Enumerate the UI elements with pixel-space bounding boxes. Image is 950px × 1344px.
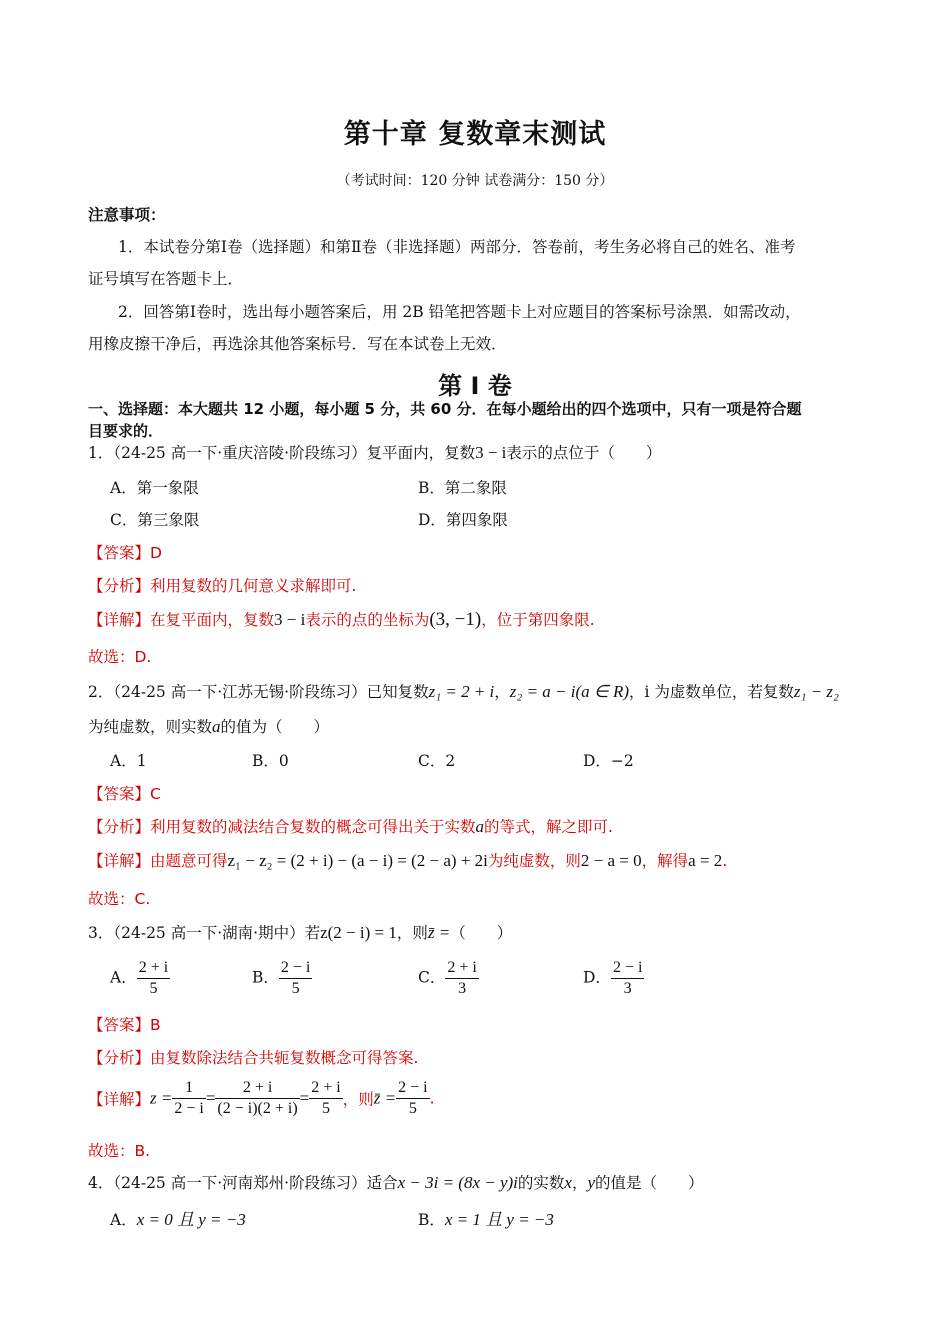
q1-answer: 【答案】D: [88, 544, 162, 562]
q3-option-b-label: B．: [252, 968, 279, 987]
notes-item2-line1: 2．回答第Ⅰ卷时，选出每小题答案后，用 2B 铅笔把答题卡上对应题目的答案标号涂黑．如需改动，: [118, 303, 801, 321]
q2-analysis: [88, 815, 613, 837]
q1-detail: [88, 608, 595, 631]
q2-stem-prefix: 2．（24-25 高一下·江苏无锡·阶段练习）已知复数: [88, 683, 429, 701]
notes-item1-line2: 证号填写在答题卡上．: [88, 270, 244, 288]
q4-option-a[interactable]: [110, 1205, 246, 1230]
q1-analysis: 【分析】利用复数的几何意义求解即可.: [88, 577, 357, 595]
q3-option-d-label: D．: [583, 968, 611, 987]
q4-stem: [88, 1171, 704, 1193]
q1-detail-suffix: ，位于第四象限.: [481, 611, 595, 629]
notes-item1-line1: 1．本试卷分第Ⅰ卷（选择题）和第Ⅱ卷（非选择题）两部分．答卷前，考生务必将自己的姓名、准考: [118, 238, 796, 256]
q2-detail: [88, 849, 727, 871]
q4-stem-math1: x − 3i = (8x − y)i: [397, 1173, 518, 1192]
q4-option-a-label: A．: [110, 1211, 137, 1229]
q2-stem-line1: [88, 680, 839, 702]
section-title: 第 I 卷: [438, 372, 512, 400]
q2-option-d[interactable]: D．−2: [583, 752, 634, 770]
q3-stem-math2: z̄ =: [427, 923, 451, 942]
q2-stem-line2-math: a: [212, 717, 221, 736]
notes-heading: 注意事项：: [88, 206, 166, 224]
q3-detail-mid: ，则: [342, 1090, 374, 1109]
q4-option-a-math: x = 0 且 y = −3: [136, 1210, 246, 1229]
q4-stem-math3: y: [587, 1173, 596, 1192]
q3-option-a-label: A．: [110, 968, 137, 987]
q1-stem-math: 3 − i: [475, 443, 507, 462]
q3-detail-eq1: =: [205, 1088, 216, 1108]
q3-detail-frac4: [396, 1078, 429, 1119]
q3-detail-zbar: z̄ =: [373, 1088, 397, 1108]
q3-option-d-num: 2 − i: [611, 958, 644, 979]
q3-detail-frac1: [172, 1078, 205, 1119]
q1-option-d[interactable]: D．第四象限: [418, 511, 508, 529]
q2-stem-line2: [88, 715, 329, 737]
section-instruction-line2: 目要求的．: [88, 422, 164, 440]
q3-stem-suffix: （ ）: [450, 924, 513, 942]
q2-detail-math3: a = 2: [688, 851, 723, 870]
q1-option-b[interactable]: B．第二象限: [418, 479, 507, 497]
q1-option-a[interactable]: A．第一象限: [110, 479, 199, 497]
q3-option-b-den: 5: [291, 980, 300, 997]
q2-detail-mid1: 为纯虚数，则: [487, 852, 581, 870]
q1-detail-prefix: 【详解】在复平面内，复数: [88, 611, 275, 629]
q1-detail-math1: 3 − i: [274, 610, 306, 629]
q4-stem-math2: x: [564, 1173, 572, 1192]
q3-analysis: 【分析】由复数除法结合共轭复数概念可得答案.: [88, 1049, 419, 1067]
section-instruction-line1: 一、选择题：本大题共 12 小题，每小题 5 分，共 60 分．在每小题给出的四个选项中，只有一项是符合题: [88, 400, 802, 418]
q3-option-d-fraction: [611, 958, 644, 999]
q4-option-b-label: B．: [418, 1211, 445, 1229]
q3-detail-frac3-num: 2 + i: [309, 1078, 342, 1099]
q2-stem-line2-prefix: 为纯虚数，则实数: [88, 718, 213, 736]
q3-option-b[interactable]: [252, 958, 312, 999]
q1-detail-math2: (3, −1): [429, 609, 482, 630]
q3-detail-frac3: [309, 1078, 342, 1119]
q2-detail-math1: z₁ − z₂ = (2 + i) − (a − i) = (2 − a) + 2i: [227, 851, 488, 870]
q3-option-c-label: C．: [418, 968, 446, 987]
q2-detail-suffix: .: [722, 852, 728, 870]
q2-stem-line2-suffix: 的值为（ ）: [220, 718, 330, 736]
q3-option-a-num: 2 + i: [137, 958, 170, 979]
q3-detail-frac3-den: 5: [322, 1100, 330, 1117]
q3-detail-frac1-num: 1: [172, 1078, 205, 1099]
q3-detail-frac2-den: (2 − i)(2 + i): [217, 1100, 298, 1117]
q2-option-c[interactable]: C．2: [418, 752, 456, 770]
q3-conclusion: 故选：B.: [88, 1142, 151, 1160]
q3-option-c[interactable]: [418, 958, 479, 999]
q1-conclusion: 故选：D.: [88, 648, 152, 666]
q2-analysis-suffix: 的等式，解之即可.: [484, 818, 613, 836]
q3-option-a[interactable]: [110, 958, 170, 999]
q3-option-c-num: 2 + i: [445, 958, 478, 979]
q2-analysis-prefix: 【分析】利用复数的减法结合复数的概念可得出关于实数: [88, 818, 476, 836]
q3-option-d[interactable]: [583, 958, 644, 999]
q3-detail-frac2-num: 2 + i: [215, 1078, 299, 1099]
q2-analysis-math: a: [475, 817, 485, 836]
q3-detail: [88, 1078, 435, 1119]
q1-stem: [88, 441, 661, 463]
q2-stem-math1: z₁ = 2 + i: [428, 682, 495, 701]
q4-stem-sep: ，: [571, 1174, 588, 1192]
q3-stem: [88, 921, 512, 943]
q3-option-d-den: 3: [623, 980, 632, 997]
q3-detail-eq2: =: [299, 1088, 310, 1108]
q3-option-c-den: 3: [458, 980, 467, 997]
q4-stem-mid: 的实数: [517, 1174, 565, 1192]
q3-option-b-fraction: [279, 958, 312, 999]
exam-subtitle: （考试时间：120 分钟 试卷满分：150 分）: [336, 173, 614, 189]
q4-stem-prefix: 4．（24-25 高一下·河南郑州·阶段练习）适合: [88, 1174, 398, 1192]
q3-detail-z: z =: [150, 1088, 173, 1108]
q2-conclusion: 故选：C.: [88, 890, 151, 908]
page-title: 第十章 复数章末测试: [343, 119, 607, 150]
q2-stem-math2: z₂ = a − i(a ∈ R): [509, 682, 630, 701]
q3-answer: 【答案】B: [88, 1016, 161, 1034]
q1-stem-suffix: 表示的点位于（ ）: [506, 444, 662, 462]
q1-detail-mid: 表示的点的坐标为: [305, 611, 430, 629]
q2-stem-mid: ，i 为虚数单位，若复数: [629, 683, 794, 701]
q2-detail-math2: 2 − a = 0: [580, 851, 642, 870]
q2-stem-math3: z₁ − z₂: [793, 682, 839, 701]
notes-item2-line2: 用橡皮擦干净后，再选涂其他答案标号．写在本试卷上无效．: [88, 335, 507, 353]
q2-detail-prefix: 【详解】由题意可得: [88, 852, 228, 870]
q3-option-b-num: 2 − i: [279, 958, 312, 979]
q4-stem-suffix: 的值是（ ）: [595, 1174, 704, 1192]
q1-option-c[interactable]: C．第三象限: [110, 511, 200, 529]
q4-option-b-math: x = 1 且 y = −3: [444, 1210, 554, 1229]
q3-detail-frac4-num: 2 − i: [396, 1078, 429, 1099]
q3-stem-mid: ，则: [396, 924, 428, 942]
q2-detail-mid2: ，解得: [641, 852, 689, 870]
q3-option-c-fraction: [445, 958, 478, 999]
q3-option-a-den: 5: [149, 980, 158, 997]
q2-option-a[interactable]: A．1: [110, 752, 147, 770]
q3-detail-suffix: .: [429, 1089, 435, 1108]
q4-option-b[interactable]: [418, 1205, 554, 1230]
q3-option-a-fraction: [137, 958, 170, 999]
q3-detail-prefix: 【详解】: [88, 1090, 151, 1109]
q1-stem-prefix: 1．（24-25 高一下·重庆涪陵·阶段练习）复平面内，复数: [88, 444, 476, 462]
q3-detail-frac4-den: 5: [408, 1100, 417, 1117]
q3-detail-frac2: [215, 1078, 299, 1119]
q2-answer: 【答案】C: [88, 785, 161, 803]
q2-option-b[interactable]: B．0: [252, 752, 289, 770]
q2-stem-sep: ，: [494, 683, 510, 701]
q3-stem-prefix: 3．（24-25 高一下·湖南·期中）若: [88, 924, 321, 942]
q3-detail-frac1-den: 2 − i: [174, 1100, 204, 1117]
q3-stem-math1: z(2 − i) = 1: [320, 923, 397, 942]
